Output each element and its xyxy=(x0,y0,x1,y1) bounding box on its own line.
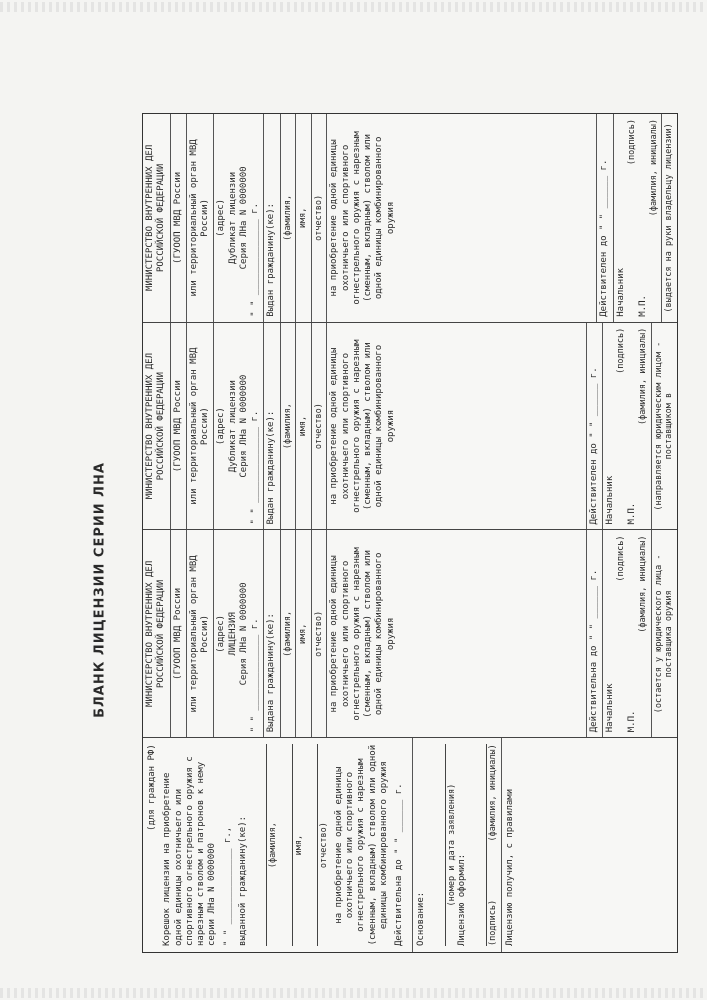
patronymic-field[interactable]: отчество) xyxy=(312,531,328,738)
purpose: на приобретение одной единицы охотничьего или спортивного огнестрельного оружия с нарезным (сменным, вкладным) стволом или одной единицы комбинированного оружия xyxy=(327,531,586,738)
name-field[interactable]: имя, xyxy=(296,323,312,530)
valid-until: Действителен до " " ______ г. xyxy=(587,323,603,530)
stub-patronymic-hint: отчество) xyxy=(319,822,330,869)
purpose: на приобретение одной единицы охотничьего или спортивного огнестрельного оружия с нарезным (сменным, вкладным) стволом или одной единицы комбинированного оружия xyxy=(327,114,597,322)
stub-received: Лицензию получил, с правилами xyxy=(505,788,516,946)
scan-edge-top xyxy=(0,2,707,12)
stub-sign-hint: (подпись) xyxy=(487,899,498,946)
purpose: на приобретение одной единицы охотничьего или спортивного огнестрельного оружия с нарезным (сменным, вкладным) стволом или одной единицы комбинированного оружия xyxy=(327,323,586,530)
doc-type: Дубликат лицензии xyxy=(227,171,238,264)
duplicate-owner-panel xyxy=(143,114,677,322)
stub-issued-by: Лицензию оформил: xyxy=(457,853,468,946)
license-panel xyxy=(143,530,677,738)
duplicate-panel xyxy=(143,322,677,530)
stub-purpose: на приобретение одной единицы охотничьего или спортивного огнестрельного оружия с нарезным (сменным, вкладным) стволом или одной единицы комбинированного оружия xyxy=(333,744,389,946)
stub-panel xyxy=(143,737,677,952)
valid-until: Действительна до " " ______ г. xyxy=(587,531,603,738)
stub-sign-hints xyxy=(488,744,499,946)
stub-basis: Основание: xyxy=(416,891,427,946)
panel-footer: (направляется юридическим лицом - поставщиком в xyxy=(653,341,675,511)
address-hint: (адрес) xyxy=(216,198,227,237)
doc-type: Дубликат лицензии xyxy=(227,380,238,473)
license-form-rotated xyxy=(142,113,678,953)
surname-field[interactable]: (фамилия, xyxy=(281,323,297,530)
stub-patronymic-line[interactable] xyxy=(305,744,318,946)
patronymic-field[interactable]: отчество) xyxy=(312,323,328,530)
issued-to: Выдана гражданину(ке): xyxy=(264,531,280,738)
sign-hint: (подпись) xyxy=(626,119,637,166)
stub-basis-line[interactable] xyxy=(433,744,446,946)
issued-to: Выдан гражданину(ке): xyxy=(264,323,280,530)
chief-block xyxy=(614,114,663,322)
stamp-label: М.П. xyxy=(637,295,648,317)
stamp-label: М.П. xyxy=(626,710,637,733)
address-hint: (адрес) xyxy=(216,614,227,653)
stub-name-hint: имя, xyxy=(293,834,304,856)
issue-date: " " ______________ г. xyxy=(250,618,260,733)
license-form xyxy=(142,113,678,953)
stub-issued: выданной гражданину(ке): xyxy=(237,815,248,946)
gu-oop: (ГУООП МВД России xyxy=(171,531,187,738)
name-field[interactable]: имя, xyxy=(296,114,312,322)
patronymic-field[interactable]: отчество) xyxy=(312,114,328,322)
gu-oop: (ГУООП МВД России xyxy=(171,323,187,530)
chief-block xyxy=(603,323,652,530)
territorial-organ: или территориальный орган МВД России) xyxy=(187,323,215,530)
panel-footer: (остается у юридического лица - поставщика оружия xyxy=(653,554,675,714)
territorial-organ: или территориальный орган МВД России) xyxy=(187,114,215,322)
stub-citizens: (для граждан РФ) xyxy=(147,744,157,831)
stub-surname-hint: (фамилия, xyxy=(268,822,278,869)
sign-name-hint: (фамилия, инициалы) xyxy=(648,119,659,217)
surname-field[interactable]: (фамилия, xyxy=(281,114,297,322)
page-title: БЛАНК ЛИЦЕНЗИИ СЕРИИ ЛНА xyxy=(92,462,108,718)
panel-footer: (выдается на руки владельцу лицензии) xyxy=(664,123,675,313)
chief-label: Начальник xyxy=(615,267,626,317)
sign-hint: (подпись) xyxy=(616,535,627,582)
stub-heading: Корешок лицензии на приобретение одной единицы охотничьего или спортивного огнестрельного оружия с нарезным стволом и патронов к нему серии ЛНа N 0000000 xyxy=(162,756,218,946)
stub-surname-line[interactable] xyxy=(254,744,267,946)
series-number: Серия ЛНа N 0000000 xyxy=(238,374,249,478)
doc-block xyxy=(214,531,264,738)
stamp-label: М.П. xyxy=(626,502,637,525)
address-hint: (адрес) xyxy=(216,407,227,446)
scan-edge-bottom xyxy=(0,988,707,998)
issue-date: " " ______________ г. xyxy=(250,202,260,317)
stub-sign-line[interactable] xyxy=(474,744,487,946)
sign-hint: (подпись) xyxy=(616,327,627,374)
chief-label: Начальник xyxy=(605,683,615,733)
doc-type: ЛИЦЕНЗИЯ xyxy=(227,612,238,656)
ministry: МИНИСТЕРСТВО ВНУТРЕННИХ ДЕЛ РОССИЙСКОЙ ФЕДЕРАЦИИ xyxy=(143,323,171,530)
territorial-organ: или территориальный орган МВД России) xyxy=(187,531,215,738)
series-number: Серия ЛНа N 0000000 xyxy=(238,582,249,686)
stub-basis-hint: (номер и дата заявления) xyxy=(446,783,457,907)
chief-block xyxy=(603,531,652,738)
chief-label: Начальник xyxy=(605,475,615,525)
stub-sign-name-hint: (фамилия, инициалы) xyxy=(487,744,498,842)
ministry: МИНИСТЕРСТВО ВНУТРЕННИХ ДЕЛ РОССИЙСКОЙ ФЕДЕРАЦИИ xyxy=(143,114,171,322)
name-field[interactable]: имя, xyxy=(296,531,312,738)
stub-date: " " ______________ г., xyxy=(222,826,233,946)
gu-oop: (ГУООП МВД России xyxy=(171,114,187,322)
issue-date: " " ______________ г. xyxy=(250,410,260,525)
valid-until: Действителен до " " ______ г. xyxy=(597,114,613,322)
doc-block xyxy=(214,323,264,530)
ministry: МИНИСТЕРСТВО ВНУТРЕННИХ ДЕЛ РОССИЙСКОЙ ФЕДЕРАЦИИ xyxy=(143,531,171,738)
series-number: Серия ЛНа N 0000000 xyxy=(238,166,249,270)
surname-field[interactable]: (фамилия, xyxy=(281,531,297,738)
stub-valid: Действительна до " " ______ г. xyxy=(394,783,405,946)
stub-divider-2 xyxy=(501,738,502,952)
sign-name-hint: (фамилия, инициалы) xyxy=(638,327,649,425)
stub-divider xyxy=(412,738,413,952)
issued-to: Выдан гражданину(ке): xyxy=(264,114,280,322)
sign-name-hint: (фамилия, инициалы) xyxy=(638,535,649,633)
doc-block xyxy=(214,114,264,322)
stub-name-line[interactable] xyxy=(280,744,293,946)
